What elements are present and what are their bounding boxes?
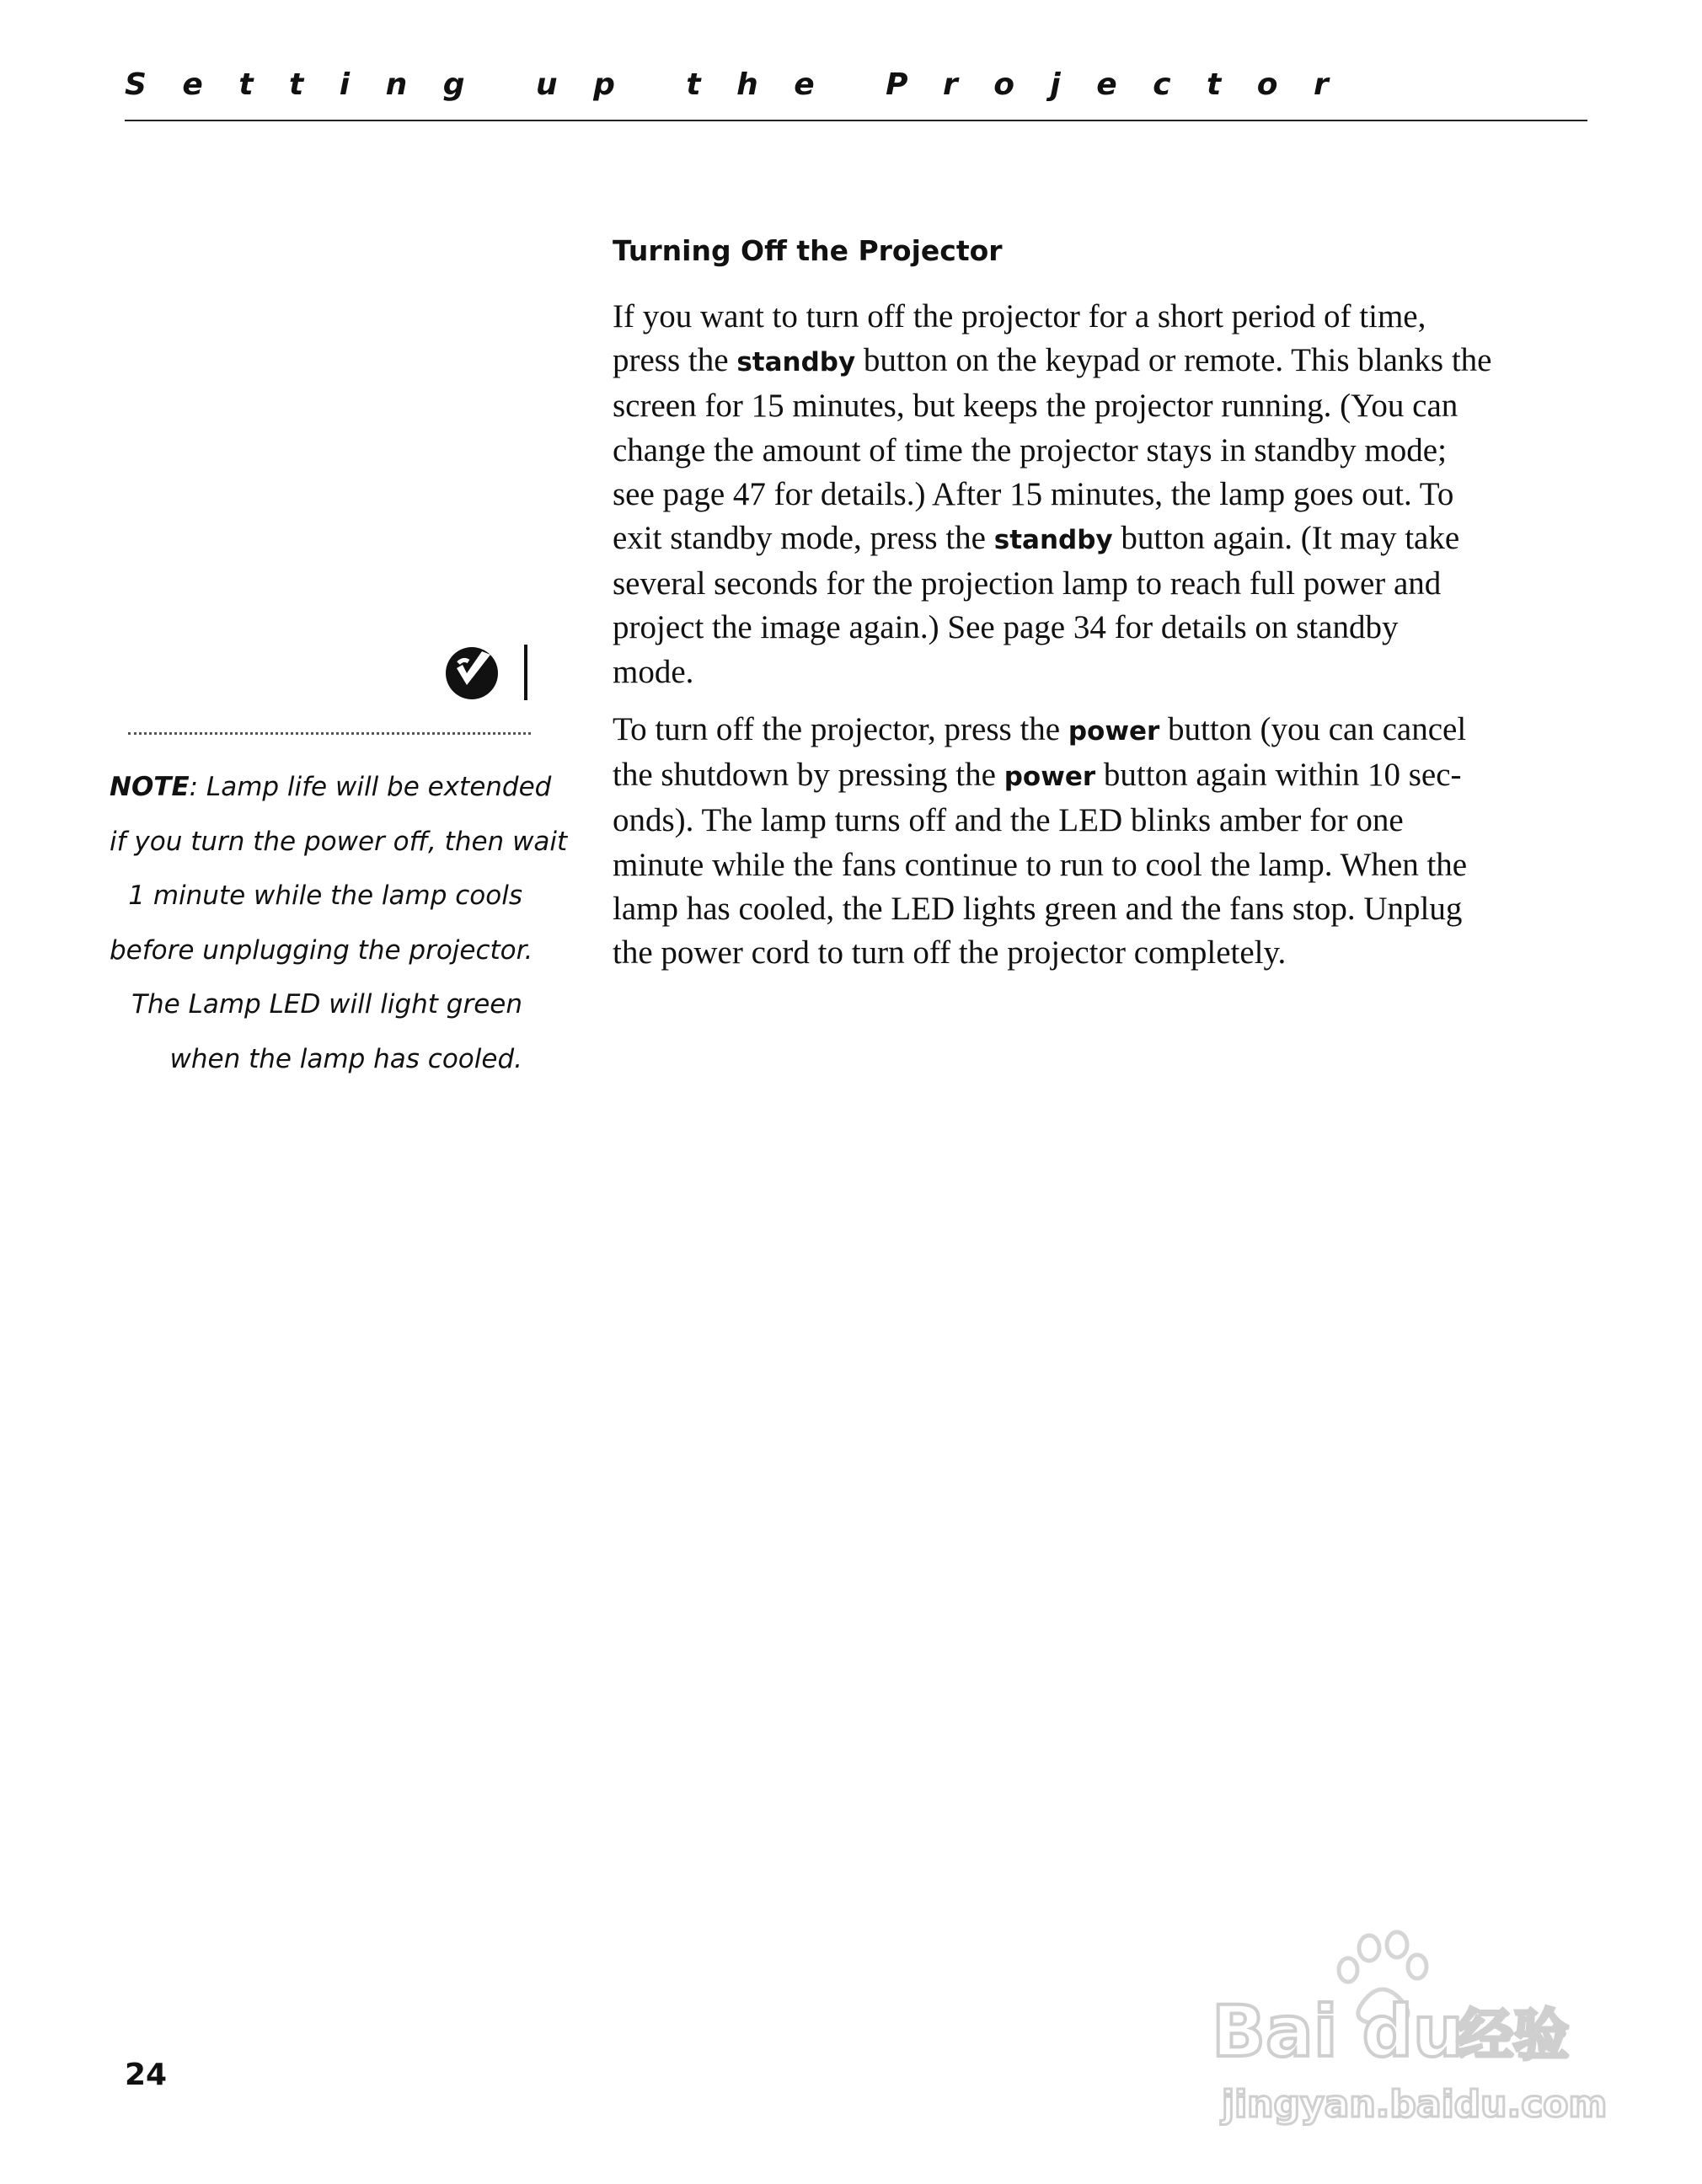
- note-line: 1 minute while the lamp cools: [128, 881, 522, 911]
- note-line: before unplugging the projector.: [110, 934, 533, 966]
- page-number: 24: [125, 2058, 168, 2092]
- text-line: exit standby mode, press the standby button again. (It may take: [613, 520, 1460, 557]
- text-line: several seconds for the projection lamp to reach full power and: [613, 565, 1442, 602]
- text-line: minute while the fans continue to run to cool the lamp. When the: [613, 846, 1468, 883]
- note-line: when the lamp has cooled.: [169, 1043, 522, 1074]
- running-header: [125, 67, 1365, 102]
- watermark-brand: Bai du: [1212, 1990, 1464, 2073]
- text-line: press the standby button on the keypad or remote. This blanks the: [613, 342, 1492, 379]
- note-dotted-divider: [128, 732, 531, 735]
- text-line: see page 47 for details.) After 15 minutes, the lamp goes out. To: [613, 475, 1454, 512]
- note-checkmark-icon: [438, 643, 533, 702]
- watermark-url: jingyan.baidu.com: [1222, 2083, 1608, 2126]
- text-line: To turn off the projector, press the power button (you can cancel: [613, 711, 1467, 747]
- running-header-word: the: [686, 67, 851, 102]
- text-line: mode.: [613, 653, 694, 690]
- note-line: if you turn the power off, then wait: [110, 826, 568, 857]
- text-line: the power cord to turn off the projector completely.: [613, 934, 1287, 972]
- text-line: change the amount of time the projector stays in standby mode;: [613, 431, 1447, 468]
- keyword-power: power: [1004, 762, 1096, 793]
- body-paragraph-standby: [613, 295, 1590, 694]
- text-line: lamp has cooled, the LED lights green and the fans stop. Unplug: [613, 890, 1463, 927]
- note-label: NOTE: [110, 772, 190, 802]
- text-line: If you want to turn off the projector for a short period of time,: [613, 298, 1426, 335]
- note-line: NOTE: Lamp life will be extended: [110, 772, 552, 802]
- note-line: The Lamp LED will light green: [131, 989, 522, 1020]
- keyword-power: power: [1068, 716, 1160, 747]
- text-line: screen for 15 minutes, but keeps the projector running. (You can: [613, 388, 1458, 425]
- baidu-jingyan-watermark: [1205, 1930, 1609, 2132]
- text-line: onds). The lamp turns off and the LED blinks amber for one: [613, 802, 1404, 839]
- header-divider: [125, 120, 1587, 121]
- watermark-brand-cjk: 经验: [1458, 2003, 1569, 2068]
- sidebar-note: [110, 760, 568, 1086]
- running-header-word: Setting: [125, 67, 500, 102]
- text-line: the shutdown by pressing the power button again within 10 sec-: [613, 757, 1462, 794]
- text-line: project the image again.) See page 34 for details on standby: [613, 609, 1399, 646]
- running-header-word: Projector: [886, 67, 1365, 102]
- keyword-standby: standby: [993, 525, 1113, 556]
- keyword-standby: standby: [736, 347, 856, 378]
- body-paragraph-power: [613, 708, 1590, 975]
- running-header-word: up: [536, 67, 651, 102]
- section-heading: Turning Off the Projector: [613, 234, 1003, 267]
